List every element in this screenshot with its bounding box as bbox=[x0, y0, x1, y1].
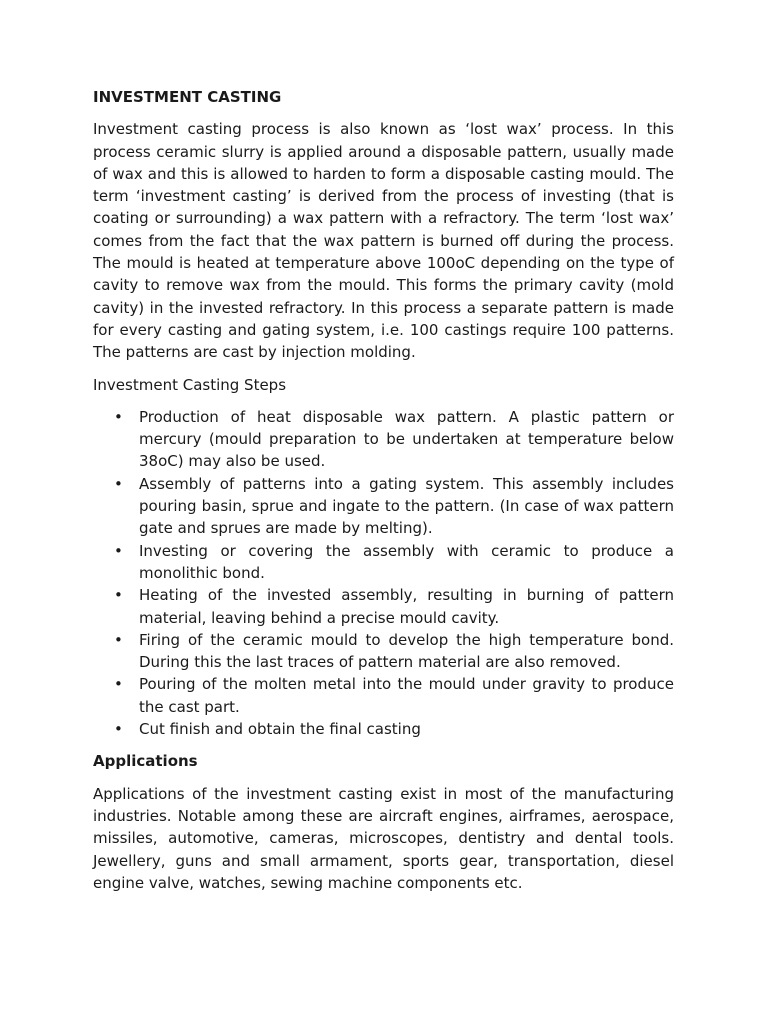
step-text: Heating of the invested assembly, resulting in burning of pattern material, leaving behind a precise mould cavity. bbox=[139, 586, 674, 627]
applications-paragraph: Applications of the investment casting exist in most of the manufacturing industries. Notable among these are aircraft engines, airframes, aerospace, missiles, automotive, cameras, microscopes, dentistry and dental tools. Jewellery, guns and small armament, sports gear, transportation, diesel engine valve, watches, sewing machine components etc. bbox=[93, 784, 674, 892]
step-item bbox=[93, 629, 674, 674]
document-title: INVESTMENT CASTING bbox=[93, 88, 282, 106]
step-text: Production of heat disposable wax pattern. A plastic pattern or mercury (mould preparation to be undertaken at temperature below 38oC) may also be used. bbox=[139, 407, 674, 471]
bullet-icon: • bbox=[114, 586, 123, 605]
bullet-icon: • bbox=[114, 541, 123, 560]
bullet-icon: • bbox=[114, 630, 123, 649]
step-text: Pouring of the molten metal into the mould under gravity to produce the cast part. bbox=[139, 675, 674, 716]
step-item bbox=[93, 718, 674, 740]
bullet-icon: • bbox=[114, 720, 123, 739]
step-text: Firing of the ceramic mould to develop the high temperature bond. During this the last traces of pattern material are also removed. bbox=[139, 630, 674, 672]
intro-paragraph: Investment casting process is also known as ‘lost wax’ process. In this process ceramic slurry is applied around a disposable pattern, usually made of wax and this is allowed to harden to form a disposable casting mould. The term ‘investment casting’ is derived from the process of investing (that is coating or surrounding) a wax pattern with a refractory. The term ‘lost wax’ comes from the fact that the wax pattern is burned off during the process. The mould is heated at temperature above 100oC depending on the type of cavity to remove wax from the mould. This forms the primary cavity (mold cavity) in the invested refractory. In this process a separate pattern is made for every casting and gating system, i.e. 100 castings require 100 patterns. The patterns are cast by injection molding. bbox=[93, 120, 674, 362]
step-item bbox=[93, 673, 674, 718]
step-item bbox=[93, 406, 674, 473]
step-text: Investing or covering the assembly with ceramic to produce a monolithic bond. bbox=[139, 541, 674, 582]
step-item bbox=[93, 473, 674, 540]
step-item bbox=[93, 540, 674, 585]
steps-list bbox=[93, 406, 674, 740]
step-text: Cut finish and obtain the final casting bbox=[139, 720, 421, 739]
step-item bbox=[93, 584, 674, 629]
bullet-icon: • bbox=[114, 474, 123, 493]
step-text: Assembly of patterns into a gating system. This assembly includes pouring basin, sprue and ingate to the pattern. (In case of wax pattern gate and sprues are made by melting). bbox=[139, 474, 674, 538]
steps-heading: Investment Casting Steps bbox=[93, 375, 287, 394]
applications-heading: Applications bbox=[93, 752, 198, 771]
bullet-icon: • bbox=[114, 675, 123, 694]
bullet-icon: • bbox=[114, 407, 123, 426]
